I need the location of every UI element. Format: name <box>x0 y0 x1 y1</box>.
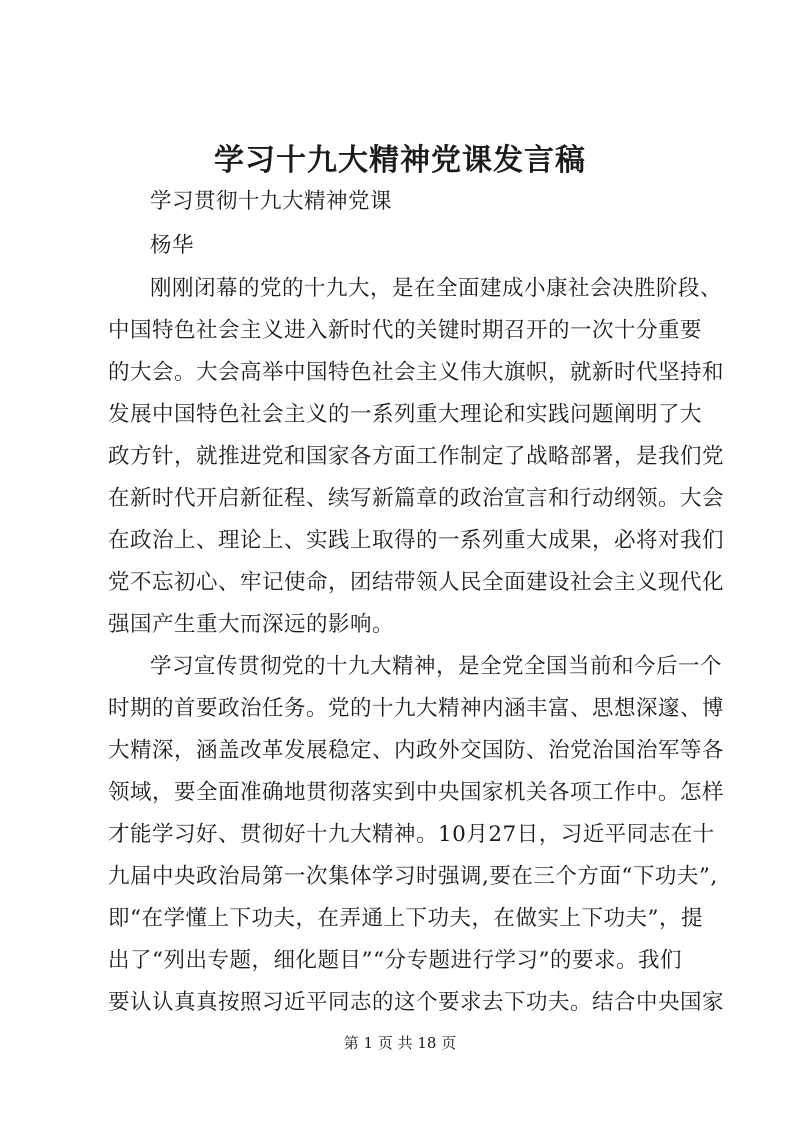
paragraph-2-line: 要认认真真按照习近平同志的这个要求去下功夫。结合中央国家 <box>108 990 725 1015</box>
document-title: 学习十九大精神党课发言稿 <box>214 143 586 178</box>
paragraph-2-line: 学习宣传贯彻党的十九大精神，是全党全国当前和今后一个 <box>150 654 723 679</box>
paragraph-1-line: 政方针，就推进党和国家各方面工作制定了战略部署，是我们党 <box>108 444 725 469</box>
page-number: 第 1 页 共 18 页 <box>343 1034 457 1052</box>
subtitle: 学习贯彻十九大精神党课 <box>150 189 393 214</box>
paragraph-1-line: 的大会。大会高举中国特色社会主义伟大旗帜，就新时代坚持和 <box>108 360 725 385</box>
paragraph-1-line: 在政治上、理论上、实践上取得的一系列重大成果，必将对我们 <box>108 528 725 553</box>
paragraph-2-line: 九届中央政治局第一次集体学习时强调,要在三个方面“下功夫”, <box>108 864 718 889</box>
paragraph-1-line: 发展中国特色社会主义的一系列重大理论和实践问题阐明了大 <box>108 402 703 427</box>
paragraph-2-line: 时期的首要政治任务。党的十九大精神内涵丰富、思想深邃、博 <box>108 696 725 721</box>
paragraph-2-line: 大精深，涵盖改革发展稳定、内政外交国防、治党治国治军等各 <box>108 738 725 763</box>
paragraph-2-line: 即“在学懂上下功夫，在弄通上下功夫，在做实上下功夫”，提 <box>108 906 703 931</box>
paragraph-2-line: 出了“列出专题，细化题目”“分专题进行学习”的要求。我们 <box>108 948 682 973</box>
paragraph-2-line: 才能学习好、贯彻好十九大精神。10月27日，习近平同志在十 <box>108 822 715 847</box>
paragraph-1-line: 中国特色社会主义进入新时代的关键时期召开的一次十分重要 <box>108 318 703 343</box>
paragraph-1-line: 党不忘初心、牢记使命，团结带领人民全面建设社会主义现代化 <box>108 570 725 595</box>
author: 杨华 <box>150 233 195 258</box>
paragraph-1-line: 强国产生重大而深远的影响。 <box>108 612 395 637</box>
paragraph-1-line: 刚刚闭幕的党的十九大，是在全面建成小康社会决胜阶段、 <box>150 276 723 301</box>
paragraph-1-line: 在新时代开启新征程、续写新篇章的政治宣言和行动纲领。大会 <box>108 486 725 511</box>
paragraph-2-line: 领域，要全面准确地贯彻落实到中央国家机关各项工作中。怎样 <box>108 780 725 805</box>
